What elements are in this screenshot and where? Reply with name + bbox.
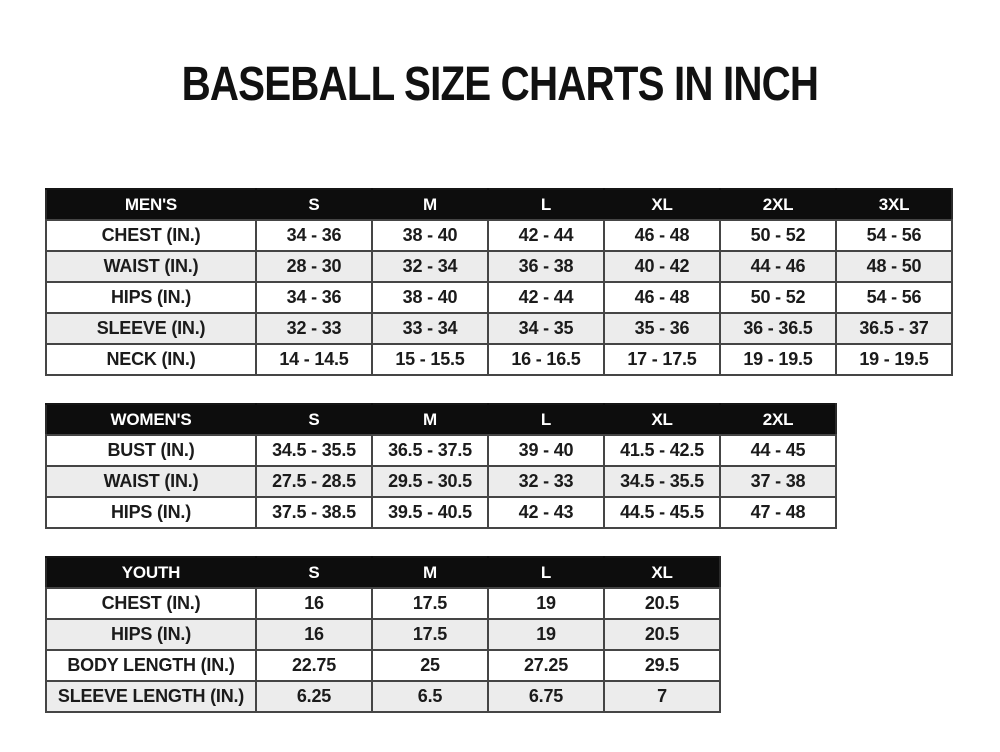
size-cell: 37.5 - 38.5 bbox=[256, 497, 372, 528]
size-cell: 20.5 bbox=[604, 588, 720, 619]
size-cell: 41.5 - 42.5 bbox=[604, 435, 720, 466]
size-cell: 29.5 - 30.5 bbox=[372, 466, 488, 497]
table-title-cell: WOMEN'S bbox=[46, 404, 256, 435]
size-table-mens bbox=[45, 188, 953, 376]
size-cell: 42 - 43 bbox=[488, 497, 604, 528]
size-cell: 28 - 30 bbox=[256, 251, 372, 282]
table-row bbox=[46, 650, 720, 681]
size-cell: 17.5 bbox=[372, 619, 488, 650]
size-cell: 34 - 35 bbox=[488, 313, 604, 344]
size-table-youth bbox=[45, 556, 721, 713]
size-cell: 35 - 36 bbox=[604, 313, 720, 344]
size-cell: 44.5 - 45.5 bbox=[604, 497, 720, 528]
title-bar bbox=[0, 0, 1000, 114]
size-cell: 34.5 - 35.5 bbox=[256, 435, 372, 466]
size-cell: 7 bbox=[604, 681, 720, 712]
size-cell: 32 - 33 bbox=[488, 466, 604, 497]
row-label: SLEEVE (IN.) bbox=[46, 313, 256, 344]
size-cell: 6.25 bbox=[256, 681, 372, 712]
column-header-l: L bbox=[488, 404, 604, 435]
size-cell: 6.5 bbox=[372, 681, 488, 712]
size-cell: 34.5 - 35.5 bbox=[604, 466, 720, 497]
table-row bbox=[46, 220, 952, 251]
size-cell: 19 - 19.5 bbox=[720, 344, 836, 375]
size-cell: 54 - 56 bbox=[836, 282, 952, 313]
size-cell: 32 - 33 bbox=[256, 313, 372, 344]
size-cell: 16 bbox=[256, 588, 372, 619]
table-row bbox=[46, 466, 836, 497]
header-row-youth bbox=[46, 557, 720, 588]
size-cell: 16 bbox=[256, 619, 372, 650]
size-cell: 22.75 bbox=[256, 650, 372, 681]
size-cell: 54 - 56 bbox=[836, 220, 952, 251]
page-title: BASEBALL SIZE CHARTS IN INCH bbox=[181, 58, 819, 111]
size-cell: 32 - 34 bbox=[372, 251, 488, 282]
row-label: WAIST (IN.) bbox=[46, 466, 256, 497]
column-header-3xl: 3XL bbox=[836, 189, 952, 220]
size-cell: 34 - 36 bbox=[256, 282, 372, 313]
size-cell: 27.25 bbox=[488, 650, 604, 681]
size-cell: 36.5 - 37 bbox=[836, 313, 952, 344]
column-header-xl: XL bbox=[604, 404, 720, 435]
table-row bbox=[46, 251, 952, 282]
column-header-l: L bbox=[488, 189, 604, 220]
size-cell: 17 - 17.5 bbox=[604, 344, 720, 375]
size-cell: 36 - 38 bbox=[488, 251, 604, 282]
size-cell: 34 - 36 bbox=[256, 220, 372, 251]
size-cell: 25 bbox=[372, 650, 488, 681]
table-row bbox=[46, 435, 836, 466]
size-cell: 15 - 15.5 bbox=[372, 344, 488, 375]
row-label: BUST (IN.) bbox=[46, 435, 256, 466]
row-label: CHEST (IN.) bbox=[46, 220, 256, 251]
size-table-womens bbox=[45, 403, 837, 529]
column-header-m: M bbox=[372, 557, 488, 588]
size-cell: 27.5 - 28.5 bbox=[256, 466, 372, 497]
size-cell: 36.5 - 37.5 bbox=[372, 435, 488, 466]
column-header-l: L bbox=[488, 557, 604, 588]
size-cell: 17.5 bbox=[372, 588, 488, 619]
table-row bbox=[46, 681, 720, 712]
size-cell: 39 - 40 bbox=[488, 435, 604, 466]
size-cell: 19 - 19.5 bbox=[836, 344, 952, 375]
size-cell: 46 - 48 bbox=[604, 220, 720, 251]
size-cell: 37 - 38 bbox=[720, 466, 836, 497]
size-cell: 44 - 46 bbox=[720, 251, 836, 282]
column-header-xl: XL bbox=[604, 557, 720, 588]
row-label: HIPS (IN.) bbox=[46, 619, 256, 650]
row-label: CHEST (IN.) bbox=[46, 588, 256, 619]
column-header-m: M bbox=[372, 189, 488, 220]
row-label: SLEEVE LENGTH (IN.) bbox=[46, 681, 256, 712]
size-cell: 36 - 36.5 bbox=[720, 313, 836, 344]
table-title-cell: YOUTH bbox=[46, 557, 256, 588]
size-cell: 29.5 bbox=[604, 650, 720, 681]
table-title-cell: MEN'S bbox=[46, 189, 256, 220]
column-header-s: S bbox=[256, 557, 372, 588]
size-cell: 39.5 - 40.5 bbox=[372, 497, 488, 528]
size-cell: 50 - 52 bbox=[720, 220, 836, 251]
column-header-m: M bbox=[372, 404, 488, 435]
size-cell: 50 - 52 bbox=[720, 282, 836, 313]
size-cell: 42 - 44 bbox=[488, 220, 604, 251]
table-row bbox=[46, 588, 720, 619]
table-row bbox=[46, 282, 952, 313]
size-cell: 48 - 50 bbox=[836, 251, 952, 282]
row-label: BODY LENGTH (IN.) bbox=[46, 650, 256, 681]
size-cell: 16 - 16.5 bbox=[488, 344, 604, 375]
size-cell: 46 - 48 bbox=[604, 282, 720, 313]
size-cell: 33 - 34 bbox=[372, 313, 488, 344]
table-row bbox=[46, 344, 952, 375]
header-row-mens bbox=[46, 189, 952, 220]
size-cell: 38 - 40 bbox=[372, 282, 488, 313]
size-cell: 38 - 40 bbox=[372, 220, 488, 251]
column-header-2xl: 2XL bbox=[720, 404, 836, 435]
column-header-s: S bbox=[256, 189, 372, 220]
size-cell: 19 bbox=[488, 588, 604, 619]
size-cell: 42 - 44 bbox=[488, 282, 604, 313]
table-row bbox=[46, 313, 952, 344]
size-cell: 20.5 bbox=[604, 619, 720, 650]
size-cell: 14 - 14.5 bbox=[256, 344, 372, 375]
table-row bbox=[46, 619, 720, 650]
size-cell: 40 - 42 bbox=[604, 251, 720, 282]
row-label: WAIST (IN.) bbox=[46, 251, 256, 282]
tables-container bbox=[45, 188, 1000, 713]
row-label: NECK (IN.) bbox=[46, 344, 256, 375]
table-row bbox=[46, 497, 836, 528]
header-row-womens bbox=[46, 404, 836, 435]
column-header-2xl: 2XL bbox=[720, 189, 836, 220]
size-cell: 44 - 45 bbox=[720, 435, 836, 466]
size-cell: 19 bbox=[488, 619, 604, 650]
column-header-s: S bbox=[256, 404, 372, 435]
column-header-xl: XL bbox=[604, 189, 720, 220]
row-label: HIPS (IN.) bbox=[46, 282, 256, 313]
size-cell: 47 - 48 bbox=[720, 497, 836, 528]
row-label: HIPS (IN.) bbox=[46, 497, 256, 528]
size-cell: 6.75 bbox=[488, 681, 604, 712]
